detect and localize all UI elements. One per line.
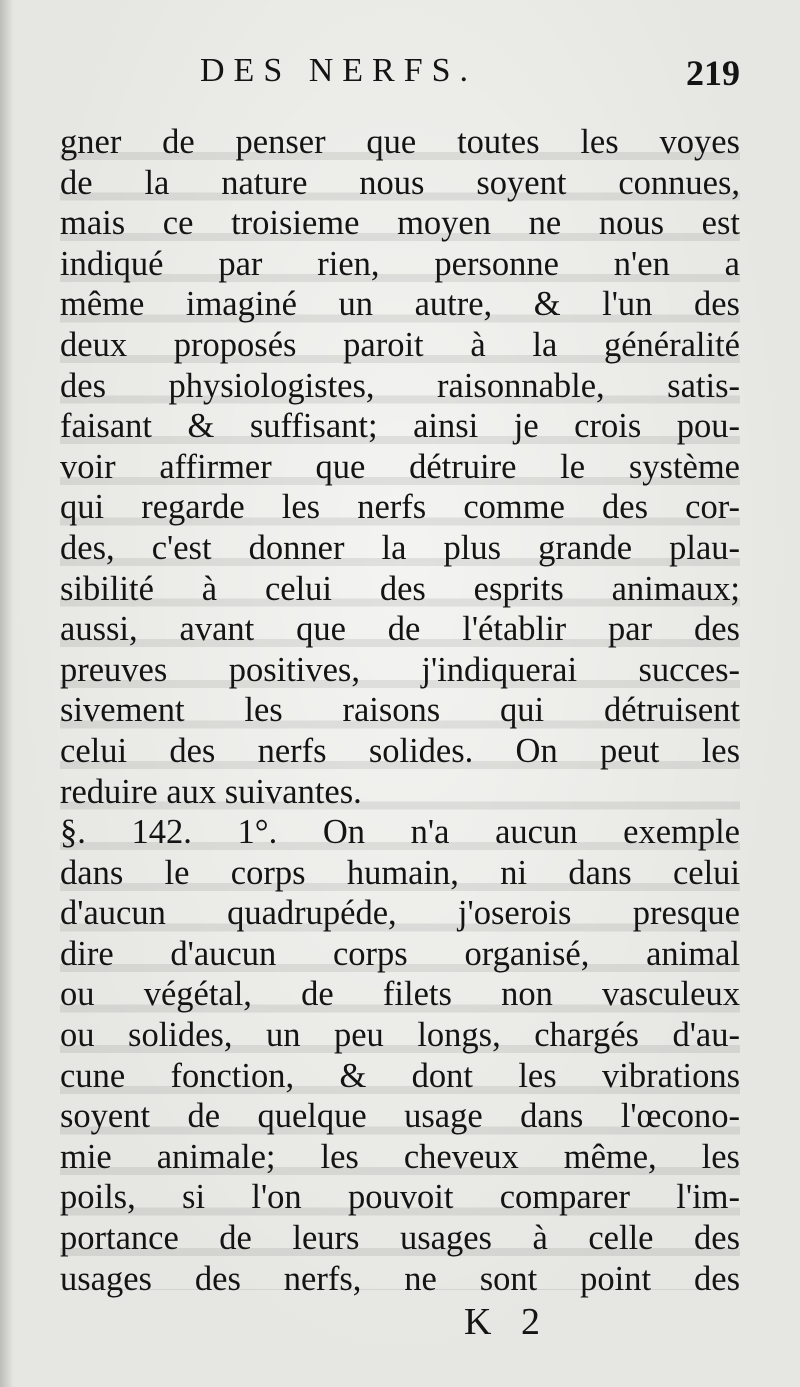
body-text — [60, 122, 740, 1299]
text-line: preuves positives, j'indiquerai succes- — [60, 650, 740, 689]
text-line: des, c'est donner la plus grande plau- — [60, 528, 740, 567]
text-line: soyent de quelque usage dans l'œcono- — [60, 1097, 740, 1136]
text-line: cune fonction, & dont les vibrations — [60, 1056, 740, 1095]
text-line: celui des nerfs solides. On peut les — [60, 731, 740, 770]
text-line: d'aucun quadrupéde, j'oserois presque — [60, 894, 740, 933]
text-line: indiqué par rien, personne n'en a — [60, 244, 740, 283]
text-line: même imaginé un autre, & l'un des — [60, 285, 740, 324]
page-gutter-shadow — [0, 0, 14, 1387]
text-line: ou végétal, de filets non vasculeux — [60, 975, 740, 1014]
text-line: mie animale; les cheveux même, les — [60, 1137, 740, 1176]
signature-mark: K 2 — [464, 1301, 550, 1343]
running-title: DES NERFS. — [200, 52, 478, 89]
text-line: mais ce troisieme moyen ne nous est — [60, 204, 740, 243]
page-number: 219 — [686, 53, 740, 93]
text-line: poils, si l'on pouvoit comparer l'im- — [60, 1178, 740, 1217]
text-line: dans le corps humain, ni dans celui — [60, 853, 740, 892]
text-line: §. 142. 1°. On n'a aucun exemple — [60, 813, 740, 852]
text-line: dire d'aucun corps organisé, animal — [60, 934, 740, 973]
text-line: sivement les raisons qui détruisent — [60, 691, 740, 730]
text-line: voir affirmer que détruire le système — [60, 447, 740, 486]
text-line: aussi, avant que de l'établir par des — [60, 610, 740, 649]
text-line: faisant & suffisant; ainsi je crois pou- — [60, 407, 740, 446]
text-line: de la nature nous soyent connues, — [60, 163, 740, 202]
text-line: sibilité à celui des esprits animaux; — [60, 569, 740, 608]
text-line: gner de penser que toutes les voyes — [60, 123, 740, 161]
text-line: deux proposés paroit à la généralité — [60, 325, 740, 364]
text-line: des physiologistes, raisonnable, satis- — [60, 366, 740, 405]
text-line: ou solides, un peu longs, chargés d'au- — [60, 1016, 740, 1055]
text-line: portance de leurs usages à celle des — [60, 1219, 740, 1258]
text-line: reduire aux suivantes. — [60, 772, 362, 811]
text-line: qui regarde les nerfs comme des cor- — [60, 488, 740, 527]
page-header — [60, 52, 740, 102]
text-line: usages des nerfs, ne sont point des — [60, 1259, 740, 1298]
